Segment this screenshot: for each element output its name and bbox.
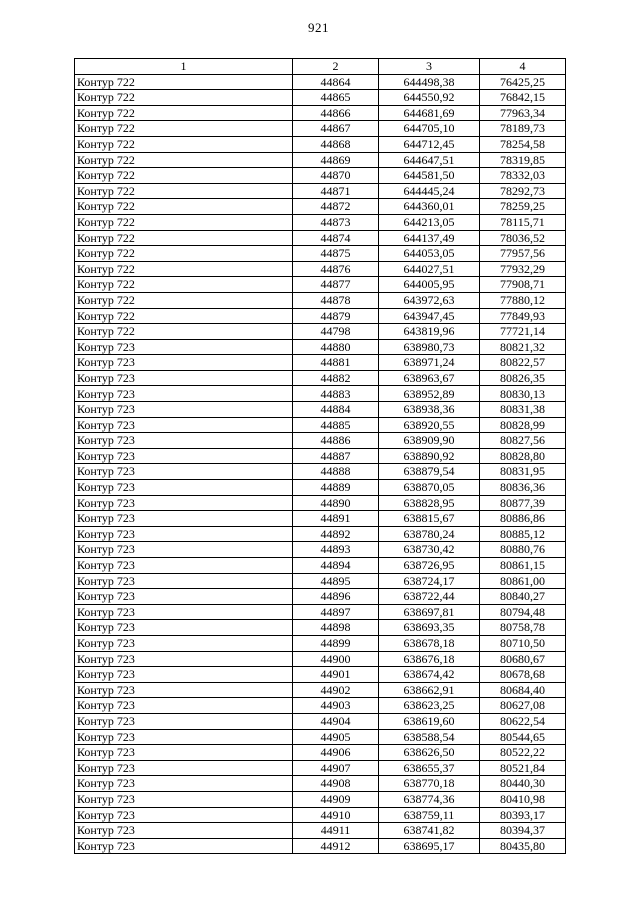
cell-contour-name: Контур 723 xyxy=(75,776,293,792)
cell-point-number: 44895 xyxy=(293,573,379,589)
cell-y-coordinate: 80627,08 xyxy=(480,698,566,714)
cell-x-coordinate: 644137,49 xyxy=(379,230,480,246)
column-header-contour: 1 xyxy=(75,59,293,75)
cell-y-coordinate: 80522,22 xyxy=(480,745,566,761)
cell-x-coordinate: 644360,01 xyxy=(379,199,480,215)
table-row xyxy=(75,558,566,574)
cell-x-coordinate: 644005,95 xyxy=(379,277,480,293)
cell-contour-name: Контур 723 xyxy=(75,542,293,558)
table-row xyxy=(75,136,566,152)
cell-contour-name: Контур 723 xyxy=(75,698,293,714)
cell-point-number: 44908 xyxy=(293,776,379,792)
cell-x-coordinate: 644550,92 xyxy=(379,90,480,106)
cell-x-coordinate: 644498,38 xyxy=(379,74,480,90)
cell-contour-name: Контур 723 xyxy=(75,760,293,776)
cell-point-number: 44899 xyxy=(293,635,379,651)
cell-point-number: 44910 xyxy=(293,807,379,823)
cell-point-number: 44883 xyxy=(293,386,379,402)
cell-x-coordinate: 644581,50 xyxy=(379,168,480,184)
cell-point-number: 44903 xyxy=(293,698,379,714)
cell-x-coordinate: 638674,42 xyxy=(379,667,480,683)
cell-y-coordinate: 80827,56 xyxy=(480,433,566,449)
cell-point-number: 44897 xyxy=(293,604,379,620)
table-row xyxy=(75,526,566,542)
cell-y-coordinate: 80822,57 xyxy=(480,355,566,371)
cell-x-coordinate: 644445,24 xyxy=(379,183,480,199)
cell-x-coordinate: 638971,24 xyxy=(379,355,480,371)
cell-point-number: 44893 xyxy=(293,542,379,558)
table-row xyxy=(75,635,566,651)
cell-point-number: 44892 xyxy=(293,526,379,542)
table-row xyxy=(75,402,566,418)
cell-contour-name: Контур 722 xyxy=(75,199,293,215)
table-row xyxy=(75,838,566,854)
cell-x-coordinate: 638722,44 xyxy=(379,589,480,605)
cell-x-coordinate: 643947,45 xyxy=(379,308,480,324)
cell-contour-name: Контур 723 xyxy=(75,370,293,386)
table-row xyxy=(75,448,566,464)
cell-y-coordinate: 80831,95 xyxy=(480,464,566,480)
table-row xyxy=(75,355,566,371)
page-number: 921 xyxy=(308,20,329,35)
cell-y-coordinate: 80758,78 xyxy=(480,620,566,636)
cell-point-number: 44902 xyxy=(293,682,379,698)
cell-x-coordinate: 638770,18 xyxy=(379,776,480,792)
cell-x-coordinate: 638952,89 xyxy=(379,386,480,402)
cell-y-coordinate: 80521,84 xyxy=(480,760,566,776)
table-row xyxy=(75,791,566,807)
cell-x-coordinate: 638726,95 xyxy=(379,558,480,574)
cell-contour-name: Контур 722 xyxy=(75,105,293,121)
cell-contour-name: Контур 723 xyxy=(75,667,293,683)
cell-point-number: 44880 xyxy=(293,339,379,355)
cell-contour-name: Контур 723 xyxy=(75,729,293,745)
table-row xyxy=(75,589,566,605)
table-row xyxy=(75,308,566,324)
cell-y-coordinate: 80861,00 xyxy=(480,573,566,589)
cell-x-coordinate: 638828,95 xyxy=(379,495,480,511)
cell-x-coordinate: 638623,25 xyxy=(379,698,480,714)
cell-contour-name: Контур 723 xyxy=(75,620,293,636)
cell-y-coordinate: 78332,03 xyxy=(480,168,566,184)
cell-y-coordinate: 80836,36 xyxy=(480,480,566,496)
cell-y-coordinate: 80680,67 xyxy=(480,651,566,667)
table-row xyxy=(75,760,566,776)
cell-y-coordinate: 78115,71 xyxy=(480,214,566,230)
cell-point-number: 44912 xyxy=(293,838,379,854)
table-row xyxy=(75,214,566,230)
cell-point-number: 44886 xyxy=(293,433,379,449)
cell-x-coordinate: 638662,91 xyxy=(379,682,480,698)
cell-contour-name: Контур 723 xyxy=(75,745,293,761)
cell-point-number: 44877 xyxy=(293,277,379,293)
cell-contour-name: Контур 723 xyxy=(75,713,293,729)
cell-contour-name: Контур 722 xyxy=(75,292,293,308)
cell-point-number: 44889 xyxy=(293,480,379,496)
cell-contour-name: Контур 723 xyxy=(75,838,293,854)
cell-x-coordinate: 638909,90 xyxy=(379,433,480,449)
table-row xyxy=(75,246,566,262)
cell-y-coordinate: 77721,14 xyxy=(480,324,566,340)
cell-y-coordinate: 78319,85 xyxy=(480,152,566,168)
table-row xyxy=(75,542,566,558)
cell-x-coordinate: 638963,67 xyxy=(379,370,480,386)
cell-contour-name: Контур 723 xyxy=(75,589,293,605)
coordinates-table xyxy=(74,58,566,854)
cell-point-number: 44874 xyxy=(293,230,379,246)
cell-point-number: 44887 xyxy=(293,448,379,464)
cell-contour-name: Контур 722 xyxy=(75,214,293,230)
cell-y-coordinate: 78189,73 xyxy=(480,121,566,137)
cell-x-coordinate: 638759,11 xyxy=(379,807,480,823)
cell-x-coordinate: 638815,67 xyxy=(379,511,480,527)
table-row xyxy=(75,230,566,246)
cell-y-coordinate: 77880,12 xyxy=(480,292,566,308)
table-row xyxy=(75,168,566,184)
cell-point-number: 44891 xyxy=(293,511,379,527)
cell-contour-name: Контур 723 xyxy=(75,791,293,807)
cell-y-coordinate: 78259,25 xyxy=(480,199,566,215)
cell-x-coordinate: 638724,17 xyxy=(379,573,480,589)
cell-y-coordinate: 80840,27 xyxy=(480,589,566,605)
cell-contour-name: Контур 723 xyxy=(75,526,293,542)
cell-y-coordinate: 80684,40 xyxy=(480,682,566,698)
cell-y-coordinate: 80622,54 xyxy=(480,713,566,729)
cell-contour-name: Контур 723 xyxy=(75,433,293,449)
cell-contour-name: Контур 722 xyxy=(75,308,293,324)
cell-y-coordinate: 78036,52 xyxy=(480,230,566,246)
cell-point-number: 44904 xyxy=(293,713,379,729)
cell-point-number: 44906 xyxy=(293,745,379,761)
cell-contour-name: Контур 722 xyxy=(75,324,293,340)
table-row xyxy=(75,604,566,620)
cell-x-coordinate: 638774,36 xyxy=(379,791,480,807)
cell-point-number: 44909 xyxy=(293,791,379,807)
cell-x-coordinate: 643972,63 xyxy=(379,292,480,308)
cell-point-number: 44884 xyxy=(293,402,379,418)
cell-y-coordinate: 76425,25 xyxy=(480,74,566,90)
cell-point-number: 44867 xyxy=(293,121,379,137)
cell-point-number: 44869 xyxy=(293,152,379,168)
cell-x-coordinate: 638676,18 xyxy=(379,651,480,667)
cell-point-number: 44900 xyxy=(293,651,379,667)
cell-x-coordinate: 644712,45 xyxy=(379,136,480,152)
cell-y-coordinate: 80828,80 xyxy=(480,448,566,464)
cell-point-number: 44866 xyxy=(293,105,379,121)
table-row xyxy=(75,121,566,137)
cell-y-coordinate: 78292,73 xyxy=(480,183,566,199)
cell-point-number: 44890 xyxy=(293,495,379,511)
cell-y-coordinate: 80885,12 xyxy=(480,526,566,542)
cell-y-coordinate: 77849,93 xyxy=(480,308,566,324)
cell-y-coordinate: 78254,58 xyxy=(480,136,566,152)
cell-point-number: 44885 xyxy=(293,417,379,433)
cell-y-coordinate: 80544,65 xyxy=(480,729,566,745)
cell-point-number: 44871 xyxy=(293,183,379,199)
table-row xyxy=(75,667,566,683)
cell-contour-name: Контур 723 xyxy=(75,480,293,496)
table-row xyxy=(75,511,566,527)
table-row xyxy=(75,745,566,761)
cell-point-number: 44905 xyxy=(293,729,379,745)
table-row xyxy=(75,480,566,496)
table-row xyxy=(75,682,566,698)
table-row xyxy=(75,199,566,215)
cell-point-number: 44911 xyxy=(293,823,379,839)
table-row xyxy=(75,729,566,745)
table-header-row xyxy=(75,59,566,75)
cell-x-coordinate: 638980,73 xyxy=(379,339,480,355)
cell-y-coordinate: 80886,86 xyxy=(480,511,566,527)
cell-point-number: 44872 xyxy=(293,199,379,215)
cell-contour-name: Контур 723 xyxy=(75,651,293,667)
cell-contour-name: Контур 723 xyxy=(75,495,293,511)
cell-contour-name: Контур 722 xyxy=(75,261,293,277)
cell-contour-name: Контур 722 xyxy=(75,74,293,90)
cell-x-coordinate: 638697,81 xyxy=(379,604,480,620)
table-row xyxy=(75,495,566,511)
cell-point-number: 44907 xyxy=(293,760,379,776)
table-row xyxy=(75,324,566,340)
cell-contour-name: Контур 723 xyxy=(75,807,293,823)
cell-x-coordinate: 638678,18 xyxy=(379,635,480,651)
table-row xyxy=(75,339,566,355)
cell-x-coordinate: 638655,37 xyxy=(379,760,480,776)
cell-y-coordinate: 80435,80 xyxy=(480,838,566,854)
cell-point-number: 44882 xyxy=(293,370,379,386)
column-header-y: 4 xyxy=(480,59,566,75)
cell-x-coordinate: 643819,96 xyxy=(379,324,480,340)
table-row xyxy=(75,152,566,168)
cell-point-number: 44901 xyxy=(293,667,379,683)
cell-y-coordinate: 80394,37 xyxy=(480,823,566,839)
cell-point-number: 44873 xyxy=(293,214,379,230)
cell-x-coordinate: 644053,05 xyxy=(379,246,480,262)
cell-point-number: 44798 xyxy=(293,324,379,340)
table-row xyxy=(75,261,566,277)
cell-contour-name: Контур 723 xyxy=(75,511,293,527)
table-row xyxy=(75,105,566,121)
table-row xyxy=(75,651,566,667)
table-row xyxy=(75,713,566,729)
cell-point-number: 44875 xyxy=(293,246,379,262)
cell-contour-name: Контур 723 xyxy=(75,573,293,589)
table-row xyxy=(75,776,566,792)
cell-point-number: 44879 xyxy=(293,308,379,324)
cell-contour-name: Контур 723 xyxy=(75,558,293,574)
cell-x-coordinate: 644027,51 xyxy=(379,261,480,277)
cell-x-coordinate: 638920,55 xyxy=(379,417,480,433)
cell-y-coordinate: 77932,29 xyxy=(480,261,566,277)
cell-x-coordinate: 644681,69 xyxy=(379,105,480,121)
cell-y-coordinate: 80440,30 xyxy=(480,776,566,792)
table-body xyxy=(75,74,566,854)
cell-point-number: 44894 xyxy=(293,558,379,574)
cell-y-coordinate: 77957,56 xyxy=(480,246,566,262)
cell-contour-name: Контур 723 xyxy=(75,635,293,651)
cell-y-coordinate: 80710,50 xyxy=(480,635,566,651)
cell-y-coordinate: 77908,71 xyxy=(480,277,566,293)
cell-contour-name: Контур 723 xyxy=(75,682,293,698)
cell-point-number: 44865 xyxy=(293,90,379,106)
table-row xyxy=(75,277,566,293)
cell-contour-name: Контур 722 xyxy=(75,168,293,184)
cell-contour-name: Контур 722 xyxy=(75,277,293,293)
cell-contour-name: Контур 722 xyxy=(75,90,293,106)
cell-contour-name: Контур 722 xyxy=(75,136,293,152)
cell-point-number: 44878 xyxy=(293,292,379,308)
cell-y-coordinate: 80877,39 xyxy=(480,495,566,511)
cell-y-coordinate: 80826,35 xyxy=(480,370,566,386)
cell-y-coordinate: 80828,99 xyxy=(480,417,566,433)
cell-x-coordinate: 638741,82 xyxy=(379,823,480,839)
cell-x-coordinate: 644705,10 xyxy=(379,121,480,137)
table-row xyxy=(75,433,566,449)
cell-y-coordinate: 80880,76 xyxy=(480,542,566,558)
cell-y-coordinate: 80794,48 xyxy=(480,604,566,620)
cell-x-coordinate: 638626,50 xyxy=(379,745,480,761)
cell-contour-name: Контур 722 xyxy=(75,121,293,137)
table-row xyxy=(75,698,566,714)
cell-x-coordinate: 638588,54 xyxy=(379,729,480,745)
table-row xyxy=(75,183,566,199)
table-row xyxy=(75,620,566,636)
cell-point-number: 44864 xyxy=(293,74,379,90)
cell-contour-name: Контур 722 xyxy=(75,152,293,168)
cell-contour-name: Контур 722 xyxy=(75,230,293,246)
cell-y-coordinate: 76842,15 xyxy=(480,90,566,106)
cell-point-number: 44870 xyxy=(293,168,379,184)
cell-x-coordinate: 644647,51 xyxy=(379,152,480,168)
cell-contour-name: Контур 723 xyxy=(75,604,293,620)
cell-contour-name: Контур 722 xyxy=(75,183,293,199)
column-header-point-number: 2 xyxy=(293,59,379,75)
cell-y-coordinate: 80410,98 xyxy=(480,791,566,807)
cell-y-coordinate: 80678,68 xyxy=(480,667,566,683)
cell-x-coordinate: 644213,05 xyxy=(379,214,480,230)
cell-x-coordinate: 638890,92 xyxy=(379,448,480,464)
cell-contour-name: Контур 723 xyxy=(75,355,293,371)
table-row xyxy=(75,823,566,839)
cell-y-coordinate: 80861,15 xyxy=(480,558,566,574)
cell-x-coordinate: 638730,42 xyxy=(379,542,480,558)
cell-contour-name: Контур 723 xyxy=(75,448,293,464)
cell-x-coordinate: 638695,17 xyxy=(379,838,480,854)
cell-point-number: 44896 xyxy=(293,589,379,605)
cell-x-coordinate: 638870,05 xyxy=(379,480,480,496)
cell-contour-name: Контур 723 xyxy=(75,386,293,402)
cell-contour-name: Контур 723 xyxy=(75,823,293,839)
column-header-x: 3 xyxy=(379,59,480,75)
cell-y-coordinate: 80821,32 xyxy=(480,339,566,355)
table-row xyxy=(75,292,566,308)
cell-x-coordinate: 638780,24 xyxy=(379,526,480,542)
cell-contour-name: Контур 723 xyxy=(75,339,293,355)
cell-contour-name: Контур 723 xyxy=(75,464,293,480)
table-row xyxy=(75,90,566,106)
cell-x-coordinate: 638879,54 xyxy=(379,464,480,480)
cell-x-coordinate: 638693,35 xyxy=(379,620,480,636)
cell-x-coordinate: 638619,60 xyxy=(379,713,480,729)
table-row xyxy=(75,807,566,823)
cell-x-coordinate: 638938,36 xyxy=(379,402,480,418)
cell-y-coordinate: 77963,34 xyxy=(480,105,566,121)
table-row xyxy=(75,386,566,402)
table-row xyxy=(75,573,566,589)
cell-contour-name: Контур 723 xyxy=(75,402,293,418)
table-row xyxy=(75,74,566,90)
cell-point-number: 44868 xyxy=(293,136,379,152)
cell-point-number: 44876 xyxy=(293,261,379,277)
cell-point-number: 44881 xyxy=(293,355,379,371)
cell-contour-name: Контур 722 xyxy=(75,246,293,262)
table-row xyxy=(75,370,566,386)
cell-point-number: 44888 xyxy=(293,464,379,480)
table-row xyxy=(75,464,566,480)
cell-y-coordinate: 80831,38 xyxy=(480,402,566,418)
cell-point-number: 44898 xyxy=(293,620,379,636)
cell-y-coordinate: 80393,17 xyxy=(480,807,566,823)
cell-contour-name: Контур 723 xyxy=(75,417,293,433)
table-row xyxy=(75,417,566,433)
cell-y-coordinate: 80830,13 xyxy=(480,386,566,402)
